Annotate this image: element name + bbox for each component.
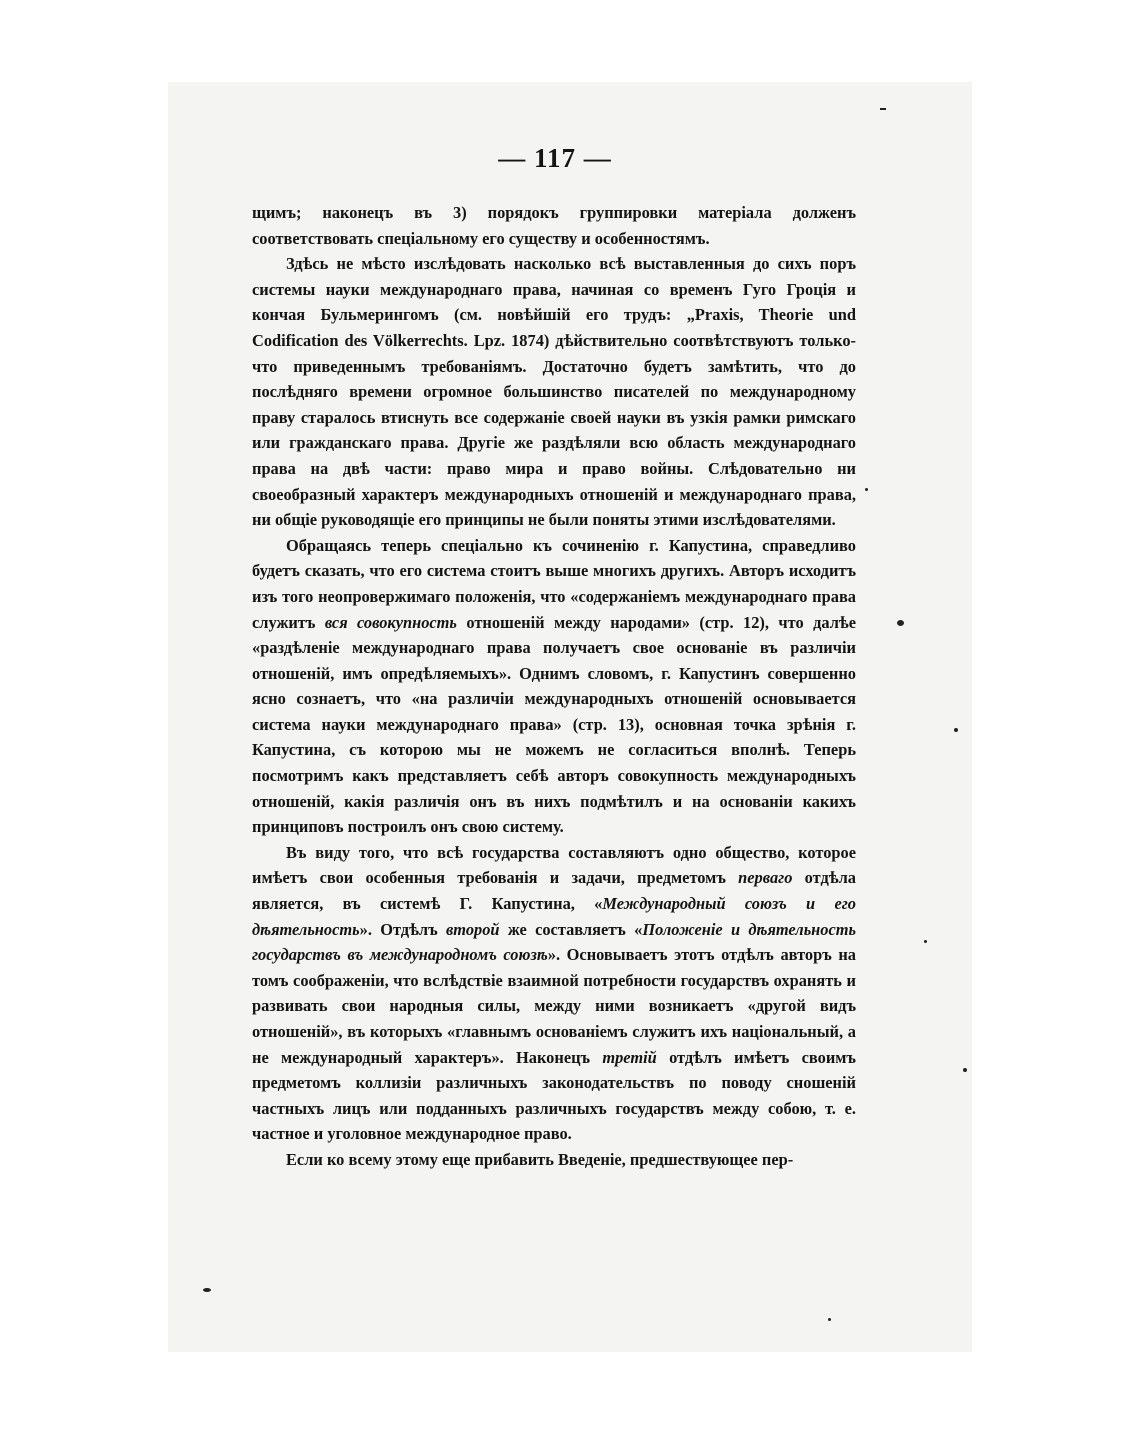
scan-speck [897,620,904,626]
text-run: ». Основываетъ этотъ отдѣлъ авторъ на томъ соображеніи, что вслѣдствіе взаимной потребности государствъ охранять и развивать свои народныя силы, между ними возникаетъ «другой видъ отношеній», въ которыхъ «главнымъ основаніемъ служитъ ихъ національный, а не международный характеръ». Наконецъ [252,945,856,1067]
text-run: отдѣла является, въ системѣ Г. Капустина, « [252,868,856,914]
text-run: Если ко всему этому еще прибавить Введеніе, предшествующее пер- [286,1149,794,1169]
text-run: Здѣсь не мѣсто изслѣдовать насколько всѣ выставленныя до сихъ поръ системы науки международнаго права, начиная со временъ Гуго Гроція и кончая Бульмерингомъ (см. новѣйшій его трудъ: „Praxis, Theorie und Codification des Völkerrechts. Lpz. 1874) дѣйствительно соотвѣтствуютъ только-что приведеннымъ требованіямъ. Достаточно будетъ замѣтить, что до послѣдняго времени огромное большинство писателей по международному праву старалось втиснуть все содержаніе своей науки въ узкія рамки римскаго или гражданскаго права. Другіе же раздѣляли всю область международнаго права на двѣ части: право мира и право войны. Слѣдовательно ни своеобразный характеръ международныхъ отношеній и международнаго права, ни общіе руководящіе его принципы не были поняты этими изслѣдователями. [252,254,856,530]
paragraph [252,840,856,1147]
scan-speck [924,940,927,943]
text-run: отдѣлъ имѣетъ своимъ предметомъ коллизіи различныхъ законодательствъ по поводу сношеній частныхъ лицъ или подданныхъ различныхъ государствъ между собою, т. е. частное и уголовное международное право. [252,1047,856,1144]
text-run: отношеній между народами» (стр. 12), что далѣе «раздѣленіе международнаго права получаетъ свое основаніе въ различіи отношеній, имъ опредѣляемыхъ». Однимъ словомъ, г. Капустинъ совершенно ясно сознаетъ, что «на различіи международныхъ отношеній основывается система науки международнаго права» (стр. 13), основная точка зрѣнія г. Капустина, съ которою мы не можемъ не согласиться вполнѣ. Теперь посмотримъ какъ представляетъ себѣ авторъ совокупность международныхъ отношеній, какія различія онъ въ нихъ подмѣтилъ и на основаніи какихъ принциповъ построилъ онъ свою систему. [252,612,857,837]
text-run: Въ виду того, что всѣ государства составляютъ одно общество, которое имѣетъ свои особенныя требованія и задачи, предметомъ [252,842,856,888]
scan-speck [963,1068,967,1072]
scan-speck [865,488,868,491]
page-number: — 117 — [498,143,612,173]
scan-speck [828,1318,831,1321]
paragraph [252,251,856,533]
emphasized-text: Международный союзъ и его дѣятельность [252,894,856,939]
body-text [252,200,856,1173]
paragraph [252,1147,856,1173]
emphasized-text: Положеніе и дѣятельность государствъ въ международномъ союзѣ [252,919,856,965]
text-run: же составляетъ « [499,919,643,939]
scan-speck [954,728,958,732]
scan-speck [880,108,886,110]
text-run: щимъ; наконецъ въ 3) порядокъ группировки матеріала долженъ соответствовать спеціальному его существу и особенностямъ. [252,203,856,248]
emphasized-text: вся совокупность [324,612,457,632]
text-run: Обращаясь теперь спеціально къ сочиненію г. Капустина, справедливо будетъ сказать, что его система стоитъ выше многихъ другихъ. Авторъ исходитъ изъ того неопровержимаго положенія, что «содержаніемъ международнаго права служитъ [252,535,856,632]
scan-speck [203,1288,211,1292]
emphasized-text: перваго [738,868,793,888]
paragraph [252,533,856,840]
text-run: ». Отдѣлъ [359,919,446,939]
emphasized-text: третій [602,1047,657,1067]
emphasized-text: второй [445,919,500,939]
paragraph [252,200,856,251]
